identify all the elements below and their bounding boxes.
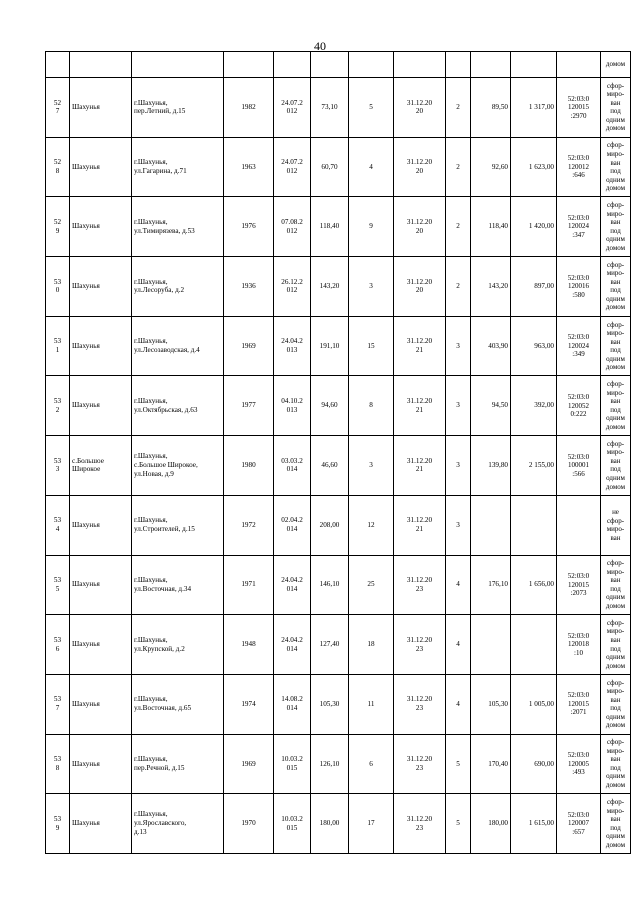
continued-row bbox=[46, 52, 631, 78]
program-stage-cell: 5 bbox=[446, 794, 471, 854]
table-row bbox=[46, 495, 631, 555]
recognition-date-cell: 14.08.2 014 bbox=[274, 674, 311, 734]
settlement-cell: Шахунья bbox=[70, 137, 132, 197]
address-cell: г.Шахунья, ул.Крупской, д.2 bbox=[132, 615, 224, 675]
land-plot-status-cell: сфор- миро- ван под одним домом bbox=[601, 197, 631, 257]
program-stage-cell: 5 bbox=[446, 734, 471, 794]
table-row bbox=[46, 615, 631, 675]
table-row bbox=[46, 137, 631, 197]
cadastral-number-cell: 52:03:0 120015 :2970 bbox=[557, 78, 601, 138]
row-number-cell: 52 7 bbox=[46, 78, 70, 138]
address-cell: г.Шахунья, ул.Октябрьская, д.63 bbox=[132, 376, 224, 436]
total-area-cell: 94,60 bbox=[311, 376, 349, 436]
construction-year-cell: 1977 bbox=[224, 376, 274, 436]
recognition-date-cell: 07.08.2 012 bbox=[274, 197, 311, 257]
land-plot-status-cell: сфор- миро- ван под одним домом bbox=[601, 794, 631, 854]
settlement-cell: Шахунья bbox=[70, 674, 132, 734]
recognition-date-cell: 24.07.2 012 bbox=[274, 137, 311, 197]
cadastral-number-cell: 52:03:0 120052 0:222 bbox=[557, 376, 601, 436]
row-number-cell: 53 4 bbox=[46, 495, 70, 555]
land-area-cell: 105,30 bbox=[471, 674, 511, 734]
residents-count-cell: 12 bbox=[349, 495, 394, 555]
cost-cell: 897,00 bbox=[511, 257, 557, 317]
settlement-cell: Шахунья bbox=[70, 316, 132, 376]
total-area-cell: 143,20 bbox=[311, 257, 349, 317]
settlement-cell: Шахунья bbox=[70, 376, 132, 436]
construction-year-cell: 1982 bbox=[224, 78, 274, 138]
total-area-cell: 73,10 bbox=[311, 78, 349, 138]
resettlement-deadline-cell: 31.12.20 21 bbox=[394, 436, 446, 496]
construction-year-cell: 1948 bbox=[224, 615, 274, 675]
table-row bbox=[46, 78, 631, 138]
table-row bbox=[46, 794, 631, 854]
row-number-cell: 52 8 bbox=[46, 137, 70, 197]
table-row bbox=[46, 674, 631, 734]
settlement-cell: Шахунья bbox=[70, 615, 132, 675]
row-number-cell: 53 9 bbox=[46, 794, 70, 854]
cost-cell: 1 317,00 bbox=[511, 78, 557, 138]
recognition-date-cell: 10.03.2 015 bbox=[274, 794, 311, 854]
program-stage-cell: 3 bbox=[446, 376, 471, 436]
resettlement-deadline-cell: 31.12.20 23 bbox=[394, 615, 446, 675]
program-stage-cell: 2 bbox=[446, 257, 471, 317]
land-area-cell: 176,10 bbox=[471, 555, 511, 615]
settlement-cell: Шахунья bbox=[70, 257, 132, 317]
recognition-date-cell: 03.03.2 014 bbox=[274, 436, 311, 496]
land-area-cell: 403,90 bbox=[471, 316, 511, 376]
program-stage-cell: 4 bbox=[446, 615, 471, 675]
resettlement-deadline-cell: 31.12.20 23 bbox=[394, 555, 446, 615]
cadastral-number-cell: 52:03:0 120015 :2073 bbox=[557, 555, 601, 615]
cost-cell: 1 656,00 bbox=[511, 555, 557, 615]
row-number-cell: 53 2 bbox=[46, 376, 70, 436]
resettlement-deadline-cell: 31.12.20 20 bbox=[394, 137, 446, 197]
total-area-cell: 127,40 bbox=[311, 615, 349, 675]
program-stage-cell: 3 bbox=[446, 436, 471, 496]
land-plot-status-cell: сфор- миро- ван под одним домом bbox=[601, 316, 631, 376]
row-number-cell: 53 5 bbox=[46, 555, 70, 615]
total-area-cell: 146,10 bbox=[311, 555, 349, 615]
settlement-cell: Шахунья bbox=[70, 78, 132, 138]
resettlement-deadline-cell: 31.12.20 21 bbox=[394, 495, 446, 555]
cadastral-number-cell: 52:03:0 120012 :646 bbox=[557, 137, 601, 197]
address-cell: г.Шахунья, с.Большое Широкое, ул.Новая, д.9 bbox=[132, 436, 224, 496]
construction-year-cell: 1969 bbox=[224, 734, 274, 794]
row-number-cell: 53 7 bbox=[46, 674, 70, 734]
total-area-cell: 191,10 bbox=[311, 316, 349, 376]
cadastral-number-cell: 52:03:0 120005 :493 bbox=[557, 734, 601, 794]
settlement-cell: с.Большое Широкое bbox=[70, 436, 132, 496]
table-row bbox=[46, 197, 631, 257]
resettlement-deadline-cell: 31.12.20 20 bbox=[394, 257, 446, 317]
residents-count-cell: 9 bbox=[349, 197, 394, 257]
resettlement-deadline-cell: 31.12.20 23 bbox=[394, 734, 446, 794]
cadastral-number-cell: 52:03:0 100001 :566 bbox=[557, 436, 601, 496]
address-cell: г.Шахунья, ул.Восточная, д.34 bbox=[132, 555, 224, 615]
residents-count-cell: 17 bbox=[349, 794, 394, 854]
recognition-date-cell: 26.12.2 012 bbox=[274, 257, 311, 317]
resettlement-deadline-cell: 31.12.20 20 bbox=[394, 197, 446, 257]
recognition-date-cell: 04.10.2 013 bbox=[274, 376, 311, 436]
address-cell: г.Шахунья, пер.Летний, д.15 bbox=[132, 78, 224, 138]
construction-year-cell: 1972 bbox=[224, 495, 274, 555]
recognition-date-cell: 10.03.2 015 bbox=[274, 734, 311, 794]
table-row bbox=[46, 734, 631, 794]
cost-cell bbox=[511, 495, 557, 555]
construction-year-cell: 1974 bbox=[224, 674, 274, 734]
housing-registry-table bbox=[45, 51, 631, 854]
cost-cell: 2 155,00 bbox=[511, 436, 557, 496]
program-stage-cell: 2 bbox=[446, 197, 471, 257]
cadastral-number-cell: 52:03:0 120024 :349 bbox=[557, 316, 601, 376]
address-cell: г.Шахунья, ул.Ярославского, д.13 bbox=[132, 794, 224, 854]
program-stage-cell: 2 bbox=[446, 137, 471, 197]
land-area-cell bbox=[471, 615, 511, 675]
cost-cell: 392,00 bbox=[511, 376, 557, 436]
residents-count-cell: 4 bbox=[349, 137, 394, 197]
cadastral-number-cell: 52:03:0 120015 :2071 bbox=[557, 674, 601, 734]
land-area-cell: 94,50 bbox=[471, 376, 511, 436]
total-area-cell: 208,00 bbox=[311, 495, 349, 555]
program-stage-cell: 4 bbox=[446, 674, 471, 734]
program-stage-cell: 3 bbox=[446, 316, 471, 376]
address-cell: г.Шахунья, ул.Тимирязева, д.53 bbox=[132, 197, 224, 257]
land-plot-status-cell: сфор- миро- ван под одним домом bbox=[601, 78, 631, 138]
construction-year-cell: 1936 bbox=[224, 257, 274, 317]
address-cell: г.Шахунья, ул.Лесозаводская, д.4 bbox=[132, 316, 224, 376]
land-plot-status-cell: сфор- миро- ван под одним домом bbox=[601, 137, 631, 197]
settlement-cell: Шахунья bbox=[70, 734, 132, 794]
address-cell: г.Шахунья, ул.Лесоруба, д.2 bbox=[132, 257, 224, 317]
cadastral-number-cell: 52:03:0 120007 :657 bbox=[557, 794, 601, 854]
land-plot-status-cell: сфор- миро- ван под одним домом bbox=[601, 257, 631, 317]
cost-cell: 690,00 bbox=[511, 734, 557, 794]
recognition-date-cell: 24.04.2 013 bbox=[274, 316, 311, 376]
settlement-cell: Шахунья bbox=[70, 794, 132, 854]
cost-cell: 1 623,00 bbox=[511, 137, 557, 197]
land-plot-status-cell: сфор- миро- ван под одним домом bbox=[601, 615, 631, 675]
program-stage-cell: 2 bbox=[446, 78, 471, 138]
cadastral-number-cell: 52:03:0 120018 :10 bbox=[557, 615, 601, 675]
resettlement-deadline-cell: 31.12.20 20 bbox=[394, 78, 446, 138]
land-plot-status-cell: сфор- миро- ван под одним домом bbox=[601, 555, 631, 615]
row-number-cell: 52 9 bbox=[46, 197, 70, 257]
resettlement-deadline-cell: 31.12.20 21 bbox=[394, 316, 446, 376]
settlement-cell: Шахунья bbox=[70, 495, 132, 555]
total-area-cell: 105,30 bbox=[311, 674, 349, 734]
recognition-date-cell: 24.04.2 014 bbox=[274, 615, 311, 675]
land-area-cell: 139,80 bbox=[471, 436, 511, 496]
row-number-cell: 53 0 bbox=[46, 257, 70, 317]
construction-year-cell: 1969 bbox=[224, 316, 274, 376]
recognition-date-cell: 02.04.2 014 bbox=[274, 495, 311, 555]
construction-year-cell: 1963 bbox=[224, 137, 274, 197]
land-area-cell: 143,20 bbox=[471, 257, 511, 317]
row-number-cell: 53 3 bbox=[46, 436, 70, 496]
total-area-cell: 118,40 bbox=[311, 197, 349, 257]
cost-cell: 963,00 bbox=[511, 316, 557, 376]
recognition-date-cell: 24.04.2 014 bbox=[274, 555, 311, 615]
residents-count-cell: 3 bbox=[349, 436, 394, 496]
address-cell: г.Шахунья, ул.Восточная, д.65 bbox=[132, 674, 224, 734]
total-area-cell: 180,00 bbox=[311, 794, 349, 854]
residents-count-cell: 11 bbox=[349, 674, 394, 734]
total-area-cell: 60,70 bbox=[311, 137, 349, 197]
construction-year-cell: 1976 bbox=[224, 197, 274, 257]
residents-count-cell: 25 bbox=[349, 555, 394, 615]
program-stage-cell: 3 bbox=[446, 495, 471, 555]
land-area-cell: 170,40 bbox=[471, 734, 511, 794]
table-row bbox=[46, 257, 631, 317]
cost-cell: 1 615,00 bbox=[511, 794, 557, 854]
residents-count-cell: 15 bbox=[349, 316, 394, 376]
land-plot-status-cell: сфор- миро- ван под одним домом bbox=[601, 674, 631, 734]
total-area-cell: 126,10 bbox=[311, 734, 349, 794]
construction-year-cell: 1971 bbox=[224, 555, 274, 615]
recognition-date-cell: 24.07.2 012 bbox=[274, 78, 311, 138]
land-area-cell bbox=[471, 495, 511, 555]
construction-year-cell: 1970 bbox=[224, 794, 274, 854]
land-area-cell: 89,50 bbox=[471, 78, 511, 138]
land-area-cell: 118,40 bbox=[471, 197, 511, 257]
residents-count-cell: 18 bbox=[349, 615, 394, 675]
total-area-cell: 46,60 bbox=[311, 436, 349, 496]
land-plot-status-cell: сфор- миро- ван под одним домом bbox=[601, 734, 631, 794]
address-cell: г.Шахунья, ул.Строителей, д.15 bbox=[132, 495, 224, 555]
cost-cell: 1 005,00 bbox=[511, 674, 557, 734]
land-plot-status-cell: домом bbox=[601, 52, 631, 78]
table-row bbox=[46, 555, 631, 615]
construction-year-cell: 1980 bbox=[224, 436, 274, 496]
table-row bbox=[46, 376, 631, 436]
row-number-cell: 53 8 bbox=[46, 734, 70, 794]
land-area-cell: 92,60 bbox=[471, 137, 511, 197]
land-area-cell: 180,00 bbox=[471, 794, 511, 854]
page-number: 40 bbox=[314, 39, 326, 53]
cadastral-number-cell: 52:03:0 120024 :347 bbox=[557, 197, 601, 257]
resettlement-deadline-cell: 31.12.20 23 bbox=[394, 674, 446, 734]
residents-count-cell: 3 bbox=[349, 257, 394, 317]
residents-count-cell: 5 bbox=[349, 78, 394, 138]
row-number-cell: 53 6 bbox=[46, 615, 70, 675]
program-stage-cell: 4 bbox=[446, 555, 471, 615]
table-row bbox=[46, 316, 631, 376]
table-row bbox=[46, 436, 631, 496]
address-cell: г.Шахунья, пер.Речной, д.15 bbox=[132, 734, 224, 794]
land-plot-status-cell: сфор- миро- ван под одним домом bbox=[601, 436, 631, 496]
land-plot-status-cell: не сфор- миро- ван bbox=[601, 495, 631, 555]
row-number-cell: 53 1 bbox=[46, 316, 70, 376]
residents-count-cell: 6 bbox=[349, 734, 394, 794]
settlement-cell: Шахунья bbox=[70, 197, 132, 257]
cadastral-number-cell: 52:03:0 120016 :580 bbox=[557, 257, 601, 317]
settlement-cell: Шахунья bbox=[70, 555, 132, 615]
residents-count-cell: 8 bbox=[349, 376, 394, 436]
cadastral-number-cell bbox=[557, 495, 601, 555]
resettlement-deadline-cell: 31.12.20 23 bbox=[394, 794, 446, 854]
land-plot-status-cell: сфор- миро- ван под одним домом bbox=[601, 376, 631, 436]
cost-cell: 1 420,00 bbox=[511, 197, 557, 257]
resettlement-deadline-cell: 31.12.20 21 bbox=[394, 376, 446, 436]
address-cell: г.Шахунья, ул.Гагарина, д.71 bbox=[132, 137, 224, 197]
cost-cell bbox=[511, 615, 557, 675]
